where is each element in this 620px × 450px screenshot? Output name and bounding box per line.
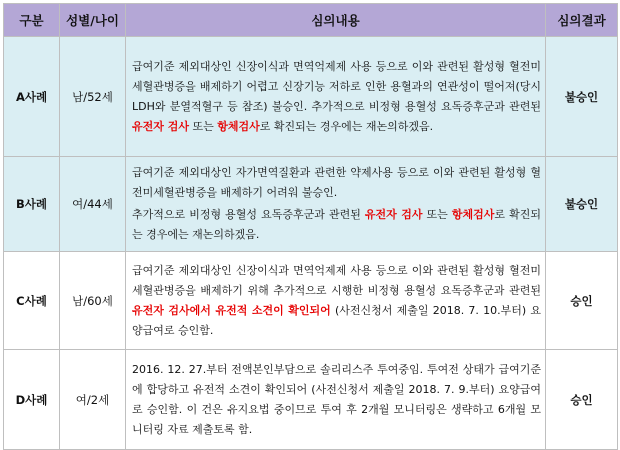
sex-age-value: 남/52세 <box>60 37 126 157</box>
table-row <box>4 350 618 450</box>
content-text: 로 확진되는 경우에는 재논의하겠음. <box>132 208 541 241</box>
content-paragraph <box>132 261 541 341</box>
sex-age-value: 여/2세 <box>60 350 126 450</box>
content-text: 급여기준 제외대상인 신장이식과 면역억제제 사용 등으로 이와 관련된 활성형 혈전미세혈관병증을 배제하기 위해 추가적으로 시행한 비정형 용혈성 요독증후군과 관련된 <box>132 263 541 297</box>
highlighted-term: 항체검사 <box>451 208 495 221</box>
content-text: 로 확진되는 경우에는 재논의하겠음. <box>259 119 434 133</box>
content-text: 2016. 12. 27.부터 전액본인부담으로 솔리리스주 투여중임. 투여전 상태가 급여기준에 합당하고 유전적 소견이 확인되어 (사전신청서 제출일 2018. 7. 9.부터) 요양급여로 승인함. 이 건은 유지요법 중이므로 투여 후 2개월 모니터링은 생략하고 6개월 모니터링 자료 제출토록 함. <box>132 362 541 436</box>
content-paragraph <box>132 57 541 137</box>
review-result: 불승인 <box>546 157 618 252</box>
content-text: 추가적으로 비정형 용혈성 요독증후군과 관련된 <box>132 208 365 221</box>
review-result: 승인 <box>546 350 618 450</box>
content-text: 급여기준 제외대상인 자가면역질환과 관련한 약제사용 등으로 이와 관련된 활성형 혈전미세혈관병증을 배제하기 어려워 불승인. <box>132 166 541 199</box>
content-text: 급여기준 제외대상인 신장이식과 면역억제제 사용 등으로 이와 관련된 활성형 혈전미세혈관병증을 배제하기 어렵고 신장기능 저하로 인한 용혈과의 연관성이 떨어져(당시 LDH와 분열적혈구 등 참조) 불승인. 추가적으로 비정형 용혈성 요독증후군과 관련된 <box>132 59 541 113</box>
content-paragraph <box>132 360 541 440</box>
sex-age-value: 여/44세 <box>60 157 126 252</box>
review-content <box>126 157 546 252</box>
review-table-container <box>3 3 617 448</box>
review-content <box>126 37 546 157</box>
review-result: 승인 <box>546 252 618 350</box>
case-label: A사례 <box>4 37 60 157</box>
highlighted-term: 유전자 검사 <box>364 208 423 221</box>
table-row <box>4 157 618 252</box>
case-label: C사례 <box>4 252 60 350</box>
table-header-row <box>4 4 618 37</box>
table-row <box>4 37 618 157</box>
highlighted-term: 유전자 검사 <box>132 119 189 133</box>
review-results-table <box>3 3 618 450</box>
review-content <box>126 350 546 450</box>
review-result: 불승인 <box>546 37 618 157</box>
header-sex-age: 성별/나이 <box>60 4 126 37</box>
case-label: D사례 <box>4 350 60 450</box>
content-paragraph <box>132 163 541 203</box>
table-row <box>4 252 618 350</box>
content-text: (사전신청서 제출일 2018. 7. 10.부터) 요양급여로 승인함. <box>132 303 541 337</box>
header-case: 구분 <box>4 4 60 37</box>
content-text: 또는 <box>188 119 218 133</box>
case-label: B사례 <box>4 157 60 252</box>
content-paragraph <box>132 205 541 245</box>
header-result: 심의결과 <box>546 4 618 37</box>
highlighted-term: 유전자 검사에서 유전적 소견이 확인되어 <box>132 303 331 317</box>
highlighted-term: 항체검사 <box>217 119 260 133</box>
header-content: 심의내용 <box>126 4 546 37</box>
content-text: 또는 <box>422 208 452 221</box>
review-content <box>126 252 546 350</box>
sex-age-value: 남/60세 <box>60 252 126 350</box>
